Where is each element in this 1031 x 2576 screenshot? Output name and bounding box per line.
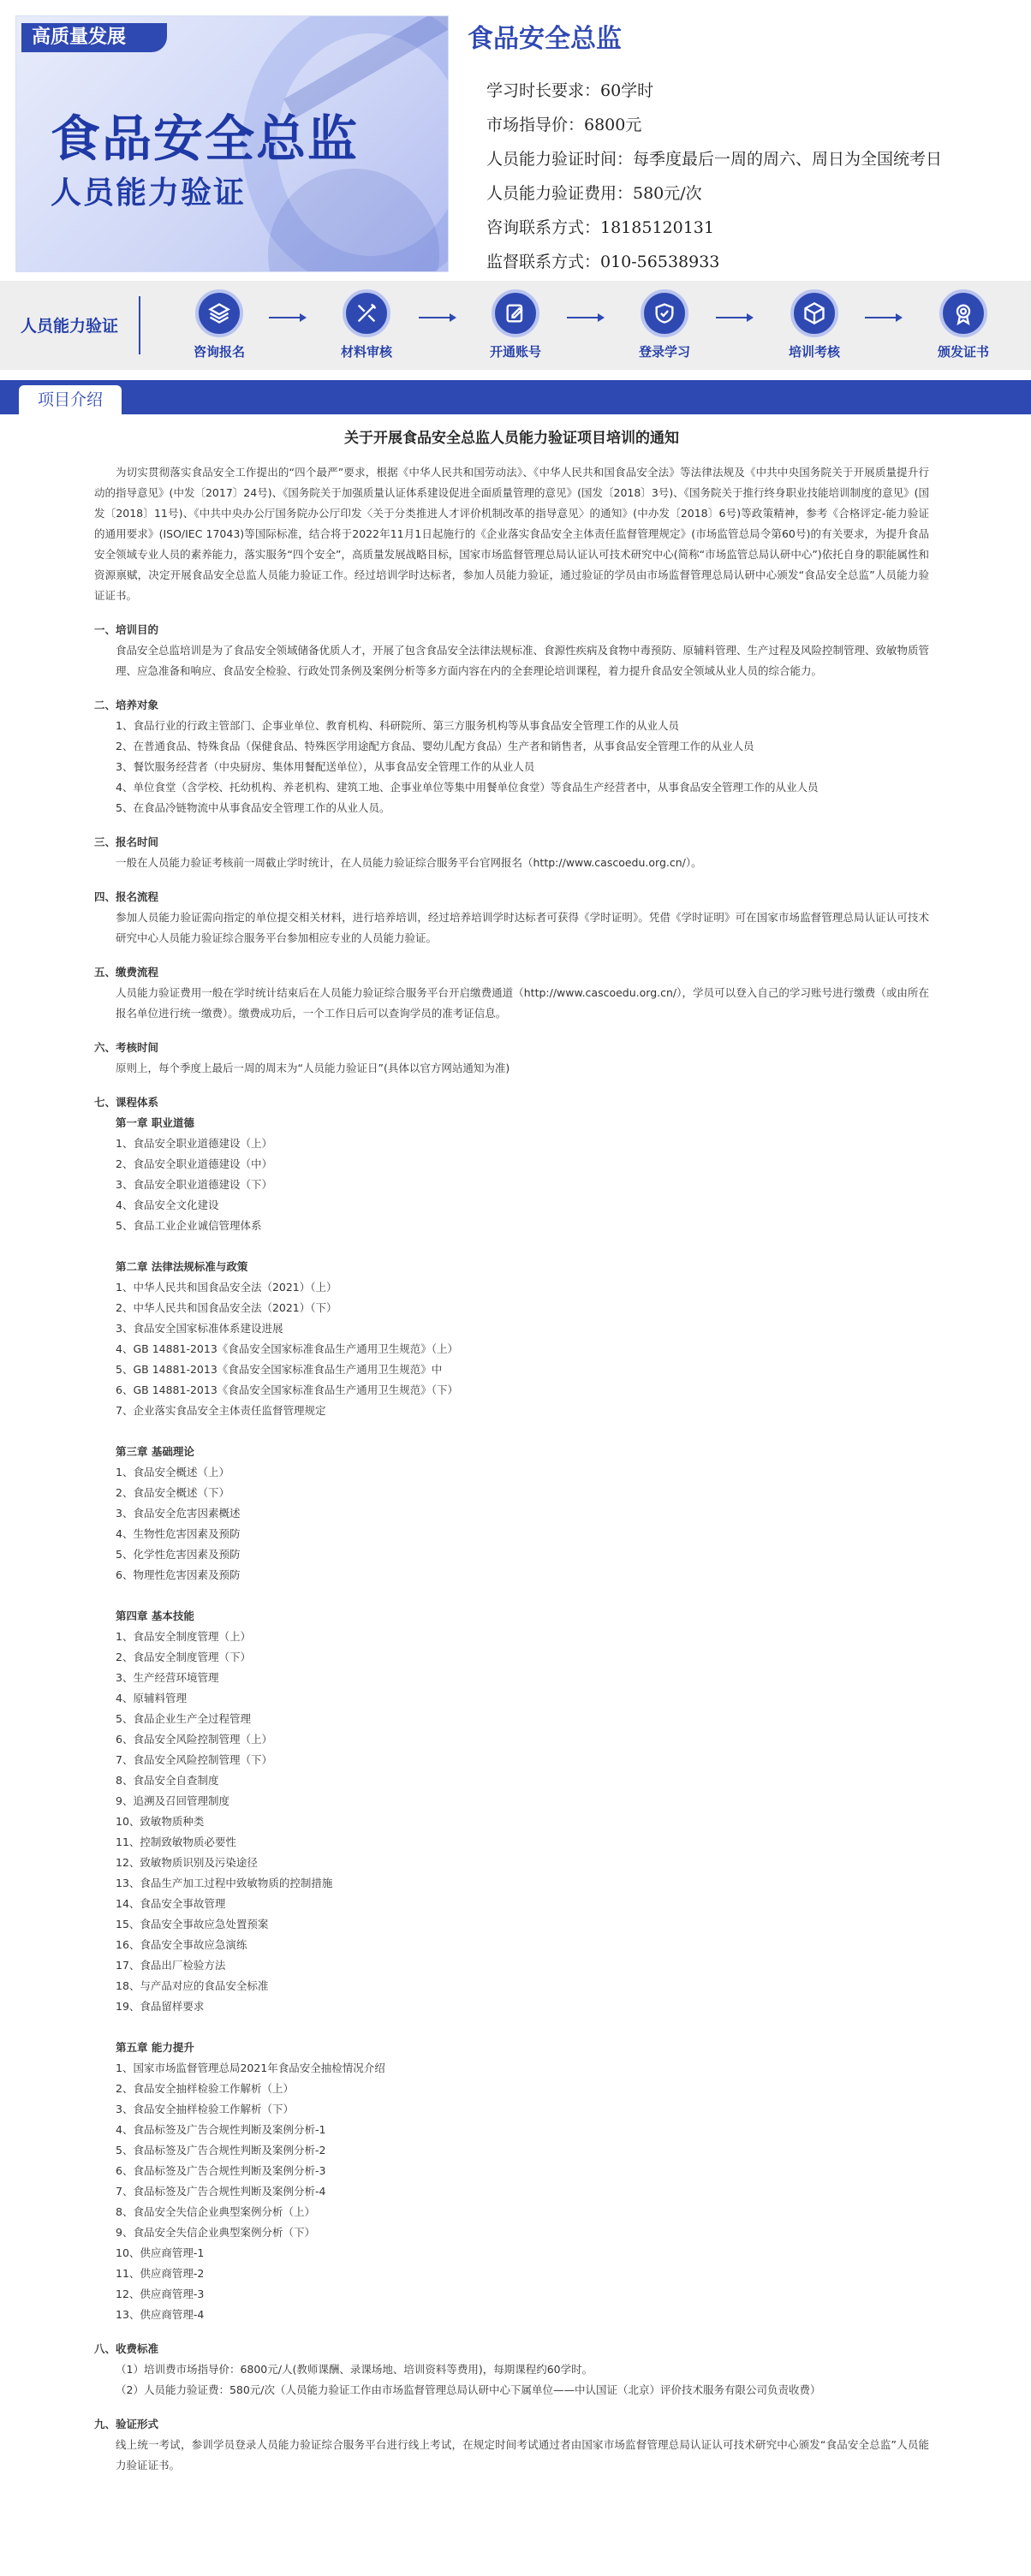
course-item: 6、食品标签及广告合规性判断及案例分析-3 <box>116 2164 326 2177</box>
course-item: 11、控制致敏物质必要性 <box>116 1835 236 1848</box>
tab-bar <box>0 380 1031 414</box>
info-study-hours: 学习时长要求：60学时 <box>486 81 654 100</box>
step-training-exam <box>767 289 861 360</box>
fee-item: （2）人员能力验证费：580元/次（人员能力验证工作由市场监督管理总局认研中心下属单位——中认国证（北京）评价技术服务有限公司负责收费） <box>116 2383 821 2396</box>
section-heading: 四、报名流程 <box>94 890 159 903</box>
course-item: 1、食品安全制度管理（上） <box>116 1630 251 1643</box>
course-banner <box>15 15 449 272</box>
process-label: 人员能力验证 <box>21 317 119 336</box>
course-item: 7、企业落实食品安全主体责任监督管理规定 <box>116 1404 326 1417</box>
section-heading: 七、课程体系 <box>94 1096 159 1109</box>
list-item: 3、餐饮服务经营者（中央厨房、集体用餐配送单位），从事食品安全管理工作的从业人员 <box>116 760 535 773</box>
step-issue-certificate <box>916 289 1010 360</box>
info-consult-phone[interactable]: 咨询联系方式：18185120131 <box>486 218 714 237</box>
course-item: 2、食品安全抽样检验工作解析（上） <box>116 2082 294 2095</box>
info-exam-fee: 人员能力验证费用：580元/次 <box>486 184 702 203</box>
course-item: 3、食品安全职业道德建设（下） <box>116 1178 272 1191</box>
course-item: 11、供应商管理-2 <box>116 2267 205 2280</box>
step-login-study <box>617 289 712 360</box>
section-body: 原则上，每个季度上最后一周的周末为“人员能力验证日”(具体以官方网站通知为准) <box>116 1062 510 1074</box>
info-supervision-phone[interactable]: 监督联系方式：010-56538933 <box>486 253 720 271</box>
info-exam-time: 人员能力验证时间：每季度最后一周的周六、周日为全国统考日 <box>486 150 943 169</box>
section-body: 人员能力验证费用一般在学时统计结束后在人员能力验证综合服务平台开启缴费通道（http://www.cascoedu.org.cn/），学员可以登入自己的学习账号进行缴费（或由所在报名单位进行统一缴费）。缴费成功后，一个工作日后可以查询学员的准考证信息。 <box>116 986 929 1020</box>
process-divider <box>139 296 140 354</box>
course-item: 1、食品安全职业道德建设（上） <box>116 1137 272 1150</box>
step-open-account <box>468 289 563 360</box>
section-heading: 九、验证形式 <box>94 2418 159 2430</box>
course-item: 14、食品安全事故管理 <box>116 1897 226 1910</box>
course-item: 8、食品安全失信企业典型案例分析（上） <box>116 2205 315 2218</box>
chapter-title: 第一章 职业道德 <box>116 1116 194 1129</box>
section-heading: 六、考核时间 <box>94 1041 159 1054</box>
course-item: 13、供应商管理-4 <box>116 2308 205 2321</box>
course-item: 3、食品安全国家标准体系建设进展 <box>116 1322 283 1335</box>
shield-check-icon <box>641 289 688 337</box>
course-item: 1、食品安全概述（上） <box>116 1466 229 1478</box>
chapter-title: 第四章 基本技能 <box>116 1609 194 1622</box>
section-heading: 三、报名时间 <box>94 836 159 848</box>
course-item: 9、食品安全失信企业典型案例分析（下） <box>116 2226 315 2239</box>
notice-document <box>94 428 929 2476</box>
list-item: 2、在普通食品、特殊食品（保健食品、特殊医学用途配方食品、婴幼儿配方食品）生产者和销售者，从事食品安全管理工作的从业人员 <box>116 740 754 753</box>
banner-title: 食品安全总监 <box>51 110 360 168</box>
cube-icon <box>790 289 838 337</box>
section-body: 一般在人员能力验证考核前一周截止学时统计，在人员能力验证综合服务平台官网报名（http://www.cascoedu.org.cn/）。 <box>116 856 702 869</box>
step-material-review <box>319 289 414 360</box>
course-item: 2、食品安全概述（下） <box>116 1486 229 1499</box>
step-label: 咨询报名 <box>193 344 245 360</box>
medal-icon <box>939 289 987 337</box>
course-item: 3、食品安全抽样检验工作解析（下） <box>116 2103 294 2115</box>
course-item: 5、化学性危害因素及预防 <box>116 1548 241 1561</box>
course-title: 食品安全总监 <box>468 24 622 54</box>
chapter-title: 第二章 法律法规标准与政策 <box>116 1260 248 1273</box>
arrow-right-icon <box>267 312 308 324</box>
course-item: 18、与产品对应的食品安全标准 <box>116 1979 269 1992</box>
list-item: 1、食品行业的行政主管部门、企事业单位、教育机构、科研院所、第三方服务机构等从事食品安全管理工作的从业人员 <box>116 719 679 732</box>
arrow-right-icon <box>417 312 458 324</box>
course-item: 5、食品工业企业诚信管理体系 <box>116 1219 262 1232</box>
course-item: 4、原辅料管理 <box>116 1692 187 1704</box>
course-item: 4、GB 14881-2013《食品安全国家标准食品生产通用卫生规范》（上） <box>116 1342 459 1355</box>
course-item: 5、食品标签及广告合规性判断及案例分析-2 <box>116 2144 326 2157</box>
section-body: 食品安全总监培训是为了食品安全领域储备优质人才，开展了包含食品安全法律法规标准、食源性疾病及食物中毒预防、原辅料管理、生产过程及风险控制管理、致敏物质管理、应急准备和响应、食品安全检验、行政处罚条例及案例分析等多方面内容在内的全套理论培训课程，着力提升食品安全领域从业人员的综合能力。 <box>116 644 930 677</box>
spacer <box>94 2017 929 2038</box>
course-item: 2、中华人民共和国食品安全法（2021）（下） <box>116 1301 337 1314</box>
course-item: 19、食品留样要求 <box>116 2000 205 2013</box>
chapter-title: 第三章 基础理论 <box>116 1445 194 1458</box>
list-item: 5、在食品冷链物流中从事食品安全管理工作的从业人员。 <box>116 801 390 814</box>
course-item: 5、GB 14881-2013《食品安全国家标准食品生产通用卫生规范》中 <box>116 1363 443 1376</box>
course-item: 6、食品安全风险控制管理（上） <box>116 1733 272 1746</box>
course-item: 15、食品安全事故应急处置预案 <box>116 1918 269 1931</box>
course-info <box>468 17 1016 279</box>
tab-project-intro[interactable]: 项目介绍 <box>19 385 122 414</box>
course-item: 10、致敏物质种类 <box>116 1815 205 1828</box>
section-heading: 五、缴费流程 <box>94 966 159 979</box>
course-item: 1、中华人民共和国食品安全法（2021）（上） <box>116 1281 337 1294</box>
document-title: 关于开展食品安全总监人员能力验证项目培训的通知 <box>344 430 679 447</box>
course-item: 3、食品安全危害因素概述 <box>116 1507 241 1520</box>
section-heading: 一、培训目的 <box>94 623 159 636</box>
step-consult-register <box>172 289 266 360</box>
spacer <box>94 1421 929 1442</box>
arrow-right-icon <box>565 312 606 324</box>
step-label: 开通账号 <box>489 344 541 360</box>
info-price: 市场指导价：6800元 <box>486 116 642 134</box>
course-item: 12、供应商管理-3 <box>116 2287 205 2300</box>
edit-document-icon <box>492 289 539 337</box>
course-item: 5、食品企业生产全过程管理 <box>116 1712 251 1725</box>
spacer <box>94 1236 929 1257</box>
course-item: 16、食品安全事故应急演练 <box>116 1938 247 1951</box>
course-item: 6、物理性危害因素及预防 <box>116 1568 241 1581</box>
step-label: 登录学习 <box>638 344 690 360</box>
course-item: 17、食品出厂检验方法 <box>116 1959 226 1972</box>
course-item: 2、食品安全职业道德建设（中） <box>116 1157 272 1170</box>
course-item: 6、GB 14881-2013《食品安全国家标准食品生产通用卫生规范》（下） <box>116 1383 459 1396</box>
course-item: 7、食品安全风险控制管理（下） <box>116 1753 272 1766</box>
course-item: 12、致敏物质识别及污染途径 <box>116 1856 258 1869</box>
list-item: 4、单位食堂（含学校、托幼机构、养老机构、建筑工地、企事业单位等集中用餐单位食堂）等食品生产经营者中，从事食品安全管理工作的从业人员 <box>116 781 819 794</box>
course-item: 1、国家市场监督管理总局2021年食品安全抽检情况介绍 <box>116 2061 385 2074</box>
spacer <box>94 1585 929 1606</box>
course-item: 8、食品安全自查制度 <box>116 1774 219 1787</box>
arrow-right-icon <box>863 312 904 324</box>
course-item: 4、食品标签及广告合规性判断及案例分析-1 <box>116 2123 326 2136</box>
course-item: 4、生物性危害因素及预防 <box>116 1527 241 1540</box>
header-section <box>0 0 1031 274</box>
section-body: 参加人员能力验证需向指定的单位提交相关材料，进行培养培训，经过培养培训学时达标者可获得《学时证明》。凭借《学时证明》可在国家市场监督管理总局认证认可技术研究中心人员能力验证综合服务平台参加相应专业的人员能力验证。 <box>116 911 929 944</box>
course-item: 7、食品标签及广告合规性判断及案例分析-4 <box>116 2185 326 2198</box>
fee-item: （1）培训费市场指导价：6800元/人(教师课酬、录课场地、培训资料等费用)，每期课程约60学时。 <box>116 2363 593 2376</box>
layers-icon <box>195 289 243 337</box>
intro-paragraph: 为切实贯彻落实食品安全工作提出的“四个最严”要求，根据《中华人民共和国劳动法》、《中华人民共和国食品安全法》等法律法规及《中共中央国务院关于开展质量提升行动的指导意见》(中发〔2017〕24号)、《国务院关于加强质量认证体系建设促进全面质量管理的意见》(国发〔2018〕3号)、《国务院关于推行终身职业技能培训制度的意见》(国发〔2018〕11号)、《中共中央办公厅国务院办公厅印发〈关于分类推进人才评价机制改革的指导意见〉的通知》(中办发〔2018〕6号)等政策精神，参考《合格评定-能力验证的通用要求》(ISO/IEC 17043)等国际标准，结合将于2022年11月1日起施行的《企业落实食品安全主体责任监督管理规定》(市场监管总局令第60号)的有关要求，为提升食品安全领域专业人员的素养能力，落实服务“四个安全”，高质量发展战略目标，国家市场监督管理总局认证认可技术研究中心(简称“市场监管总局认研中心”)依托自身的职能属性和资源禀赋，决定开展食品安全总监人员能力验证工作。经过培训学时达标者，参加人员能力验证，通过验证的学员由市场监督管理总局认研中心颁发“食品安全总监”人员能力验证证书。 <box>94 466 929 602</box>
banner-subtitle: 人员能力验证 <box>51 176 247 211</box>
section-heading: 二、培养对象 <box>94 699 159 711</box>
course-item: 3、生产经营环境管理 <box>116 1671 219 1684</box>
chapter-title: 第五章 能力提升 <box>116 2041 194 2054</box>
course-item: 13、食品生产加工过程中致敏物质的控制措施 <box>116 1877 333 1889</box>
section-body: 线上统一考试，参训学员登录人员能力验证综合服务平台进行线上考试，在规定时间考试通过者由国家市场监督管理总局认证认可技术研究中心颁发“食品安全总监”人员能力验证证书。 <box>116 2438 929 2472</box>
step-label: 培训考核 <box>788 344 840 360</box>
course-item: 4、食品安全文化建设 <box>116 1199 219 1211</box>
section-heading: 八、收费标准 <box>94 2342 159 2355</box>
process-strip <box>0 281 1031 370</box>
course-item: 2、食品安全制度管理（下） <box>116 1651 251 1663</box>
course-item: 10、供应商管理-1 <box>116 2246 205 2259</box>
pencil-ruler-icon <box>343 289 390 337</box>
banner-tag: 高质量发展 <box>21 23 167 52</box>
arrow-right-icon <box>714 312 755 324</box>
step-label: 材料审核 <box>340 344 392 360</box>
course-item: 9、追溯及召回管理制度 <box>116 1794 229 1807</box>
step-label: 颁发证书 <box>937 344 989 360</box>
